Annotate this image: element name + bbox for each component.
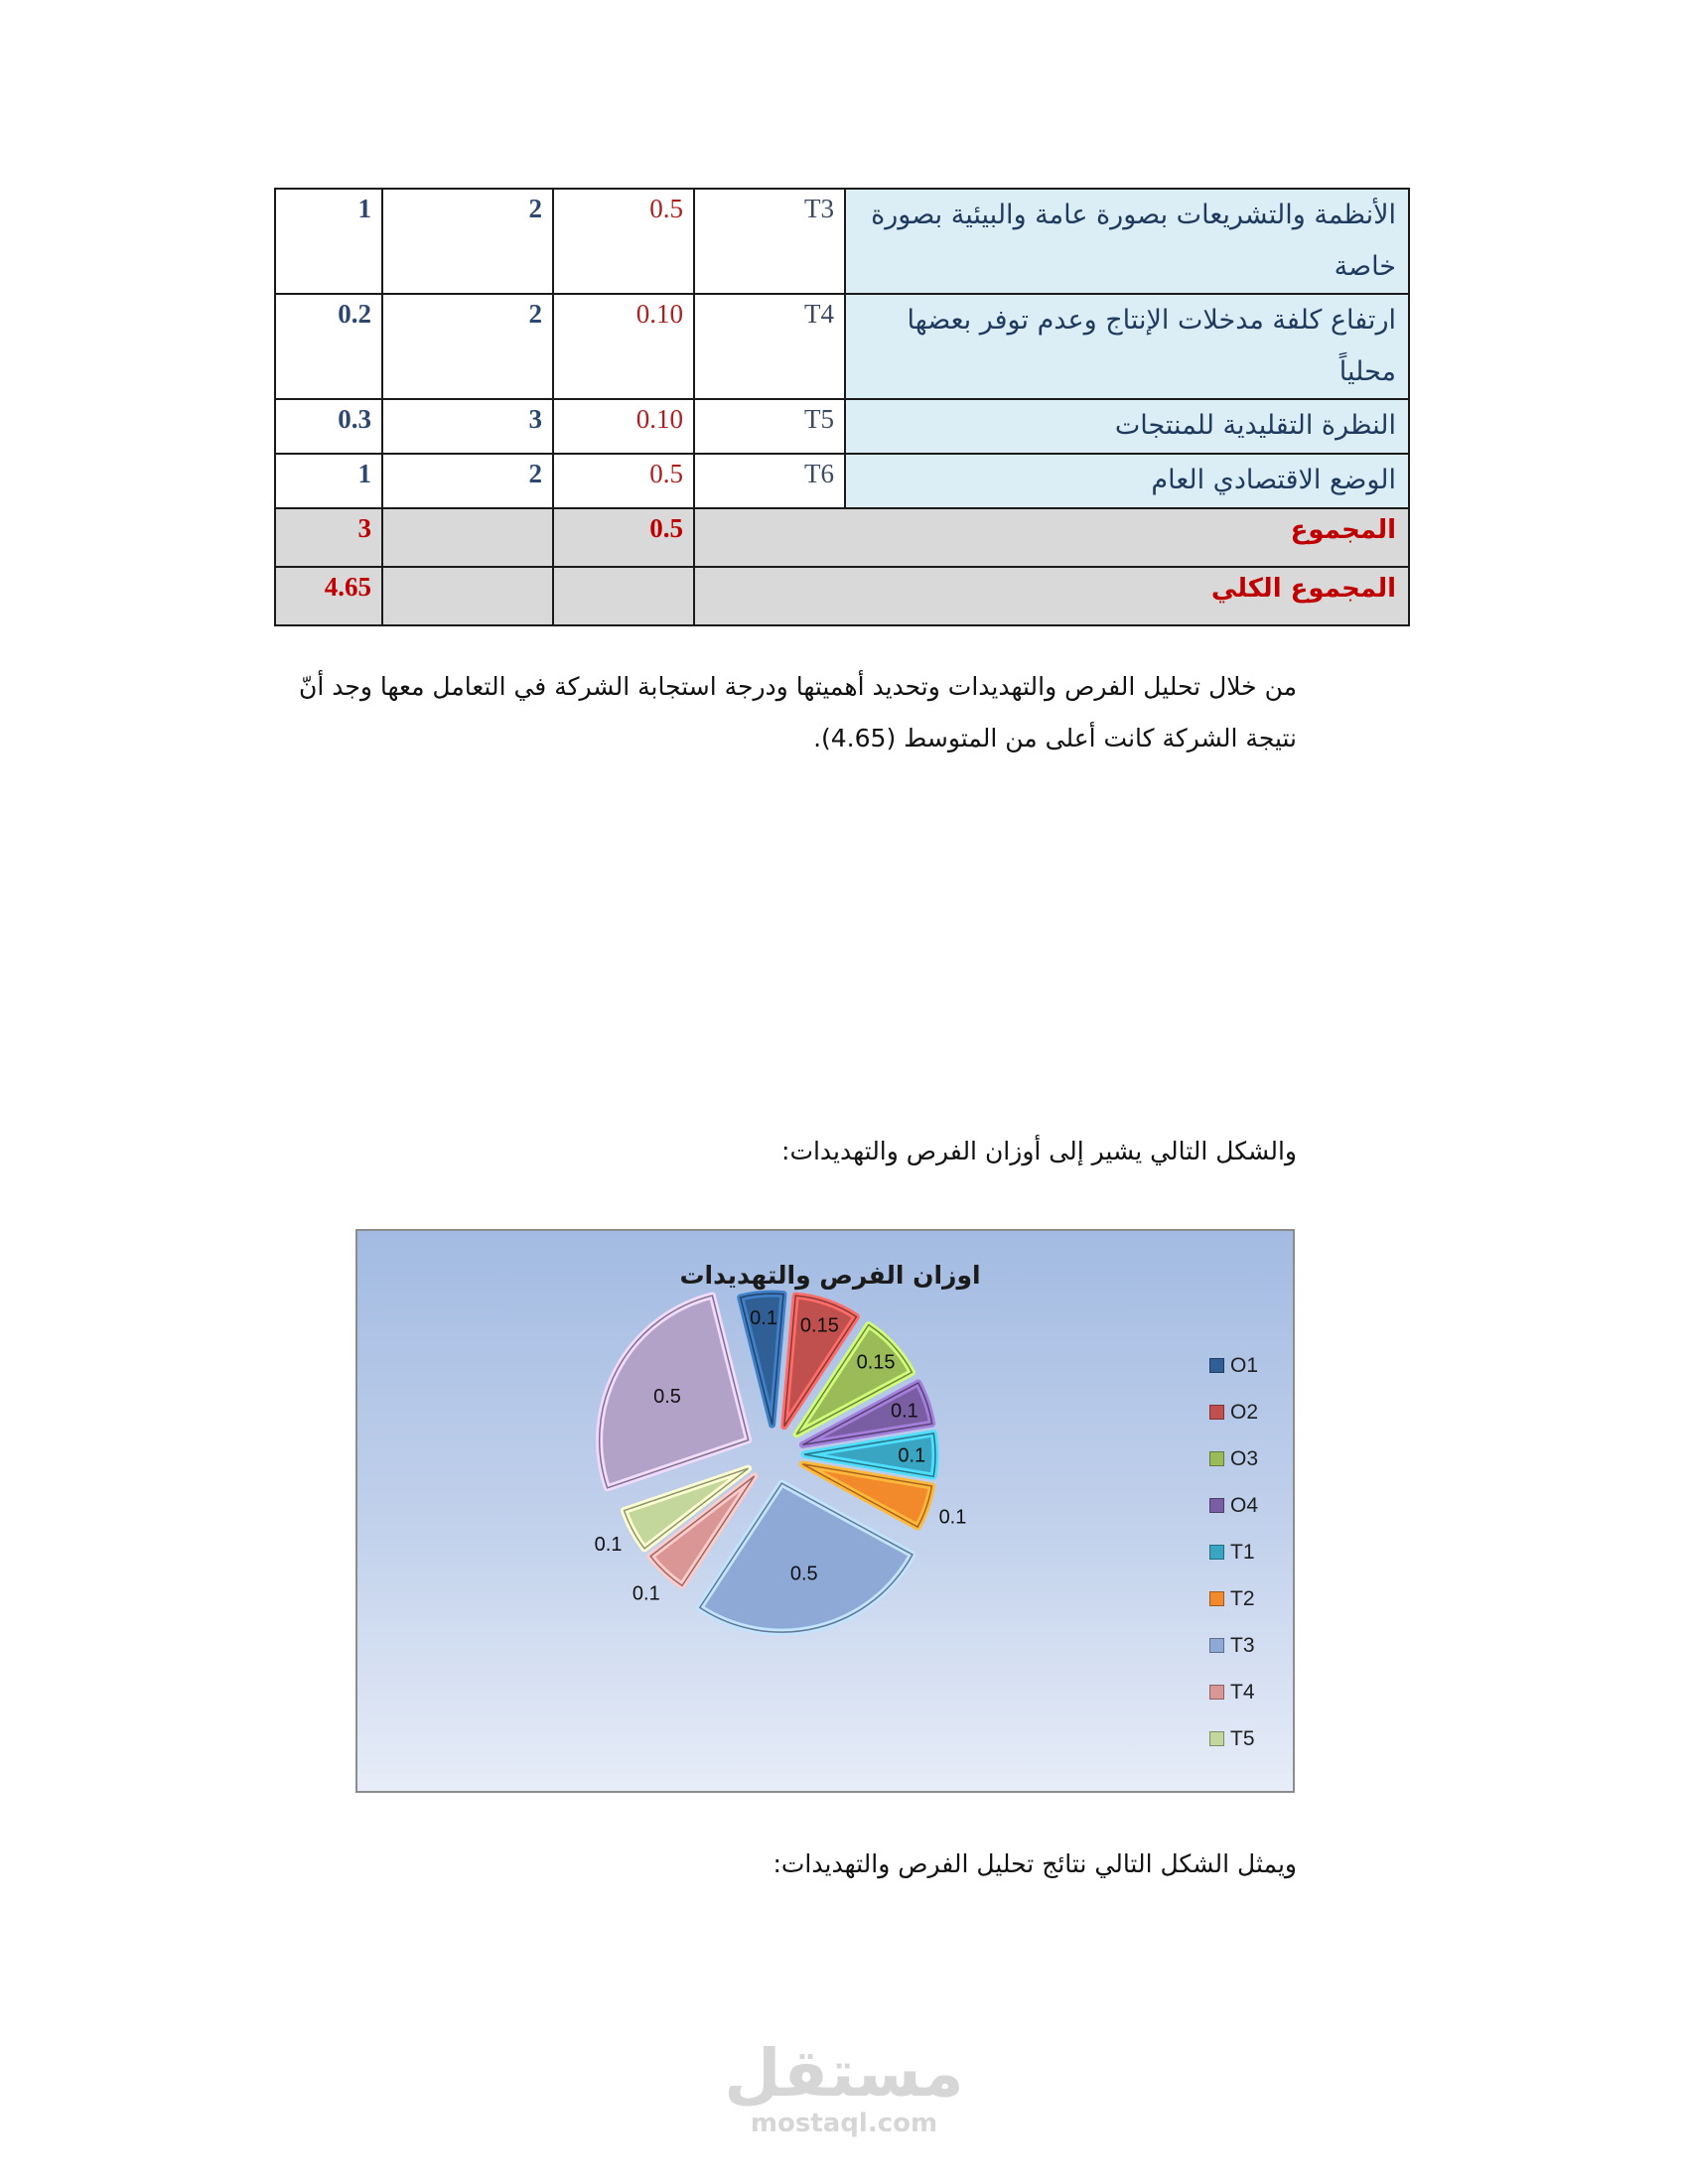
sum-label: المجموع <box>694 508 1409 567</box>
rating-cell: 3 <box>382 399 553 454</box>
legend-label: T4 <box>1230 1680 1255 1704</box>
table-row <box>275 294 1409 399</box>
total-score: 4.65 <box>275 567 382 625</box>
data-label-t5: 0.1 <box>594 1533 623 1556</box>
chart-intro-paragraph: والشكل التالي يشير إلى أوزان الفرص والتهديدات: <box>781 1137 1297 1165</box>
data-label-t1: 0.1 <box>898 1444 926 1467</box>
empty-cell <box>382 508 553 567</box>
legend-swatch <box>1209 1591 1224 1606</box>
legend-item-t4 <box>1209 1669 1258 1715</box>
legend-swatch <box>1209 1638 1224 1653</box>
legend-label: T1 <box>1230 1540 1255 1564</box>
data-label-t3: 0.5 <box>789 1563 818 1585</box>
code-cell: T4 <box>694 294 845 399</box>
pie-plot <box>357 1231 1293 1791</box>
data-label-o3: 0.15 <box>856 1351 896 1374</box>
data-label-o2: 0.15 <box>799 1314 839 1337</box>
legend-label: O4 <box>1230 1493 1259 1517</box>
code-cell: T6 <box>694 454 845 508</box>
empty-cell <box>553 567 694 625</box>
sum-score: 3 <box>275 508 382 567</box>
data-label-t6: 0.5 <box>653 1386 681 1409</box>
empty-cell <box>382 567 553 625</box>
analysis-paragraph: من خلال تحليل الفرص والتهديدات وتحديد أهميتها ودرجة استجابة الشركة في التعامل معها وجد أنّ نتيجة الشركة كانت أعلى من المتوسط (4.65). <box>299 672 1297 752</box>
legend-label: T3 <box>1230 1633 1255 1657</box>
table-row <box>275 454 1409 508</box>
legend-item-t5 <box>1209 1715 1258 1762</box>
factor-cell: النظرة التقليدية للمنتجات <box>845 399 1409 454</box>
factor-cell: ارتفاع كلفة مدخلات الإنتاج وعدم توفر بعضها محلياً <box>845 294 1409 399</box>
data-label-o1: 0.1 <box>750 1307 777 1330</box>
code-cell: T5 <box>694 399 845 454</box>
legend-swatch <box>1209 1358 1224 1373</box>
factor-cell: الأنظمة والتشريعات بصورة عامة والبيئية بصورة خاصة <box>845 189 1409 294</box>
total-label: المجموع الكلي <box>694 567 1409 625</box>
legend-label: O3 <box>1230 1446 1259 1470</box>
score-cell: 0.3 <box>275 399 382 454</box>
watermark-url: mostaql.com <box>750 2109 938 2138</box>
legend-swatch <box>1209 1685 1224 1700</box>
watermark-logo: مستقل <box>724 2035 964 2112</box>
legend-swatch <box>1209 1498 1224 1513</box>
sum-weight: 0.5 <box>553 508 694 567</box>
factor-cell: الوضع الاقتصادي العام <box>845 454 1409 508</box>
data-label-t4: 0.1 <box>632 1582 660 1605</box>
legend-label: T2 <box>1230 1586 1255 1610</box>
chart-title: اوزان الفرص والتهديدات <box>679 1261 981 1290</box>
chart-legend <box>1209 1342 1258 1762</box>
legend-swatch <box>1209 1545 1224 1560</box>
legend-item-t2 <box>1209 1575 1258 1622</box>
legend-label: O1 <box>1230 1353 1259 1377</box>
rating-cell: 2 <box>382 294 553 399</box>
evaluation-table <box>274 188 1410 626</box>
score-cell: 0.2 <box>275 294 382 399</box>
weight-cell: 0.10 <box>553 294 694 399</box>
legend-item-o1 <box>1209 1342 1258 1389</box>
weight-cell: 0.10 <box>553 399 694 454</box>
table-row <box>275 399 1409 454</box>
legend-item-o4 <box>1209 1482 1258 1529</box>
score-cell: 1 <box>275 454 382 508</box>
rating-cell: 2 <box>382 189 553 294</box>
rating-cell: 2 <box>382 454 553 508</box>
code-cell: T3 <box>694 189 845 294</box>
legend-swatch <box>1209 1405 1224 1420</box>
legend-swatch <box>1209 1451 1224 1466</box>
data-label-t2: 0.1 <box>938 1506 967 1529</box>
legend-label: O2 <box>1230 1400 1259 1424</box>
legend-item-o3 <box>1209 1435 1258 1482</box>
total-row <box>275 567 1409 625</box>
table-row <box>275 189 1409 294</box>
legend-item-t1 <box>1209 1529 1258 1575</box>
legend-label: T5 <box>1230 1726 1255 1750</box>
score-cell: 1 <box>275 189 382 294</box>
weight-cell: 0.5 <box>553 454 694 508</box>
data-label-o4: 0.1 <box>891 1400 918 1423</box>
legend-item-t3 <box>1209 1622 1258 1669</box>
sum-row <box>275 508 1409 567</box>
weight-cell: 0.5 <box>553 189 694 294</box>
legend-item-o2 <box>1209 1389 1258 1435</box>
results-intro-paragraph: ويمثل الشكل التالي نتائج تحليل الفرص والتهديدات: <box>773 1849 1297 1878</box>
legend-swatch <box>1209 1731 1224 1746</box>
weights-pie-chart <box>355 1229 1295 1793</box>
